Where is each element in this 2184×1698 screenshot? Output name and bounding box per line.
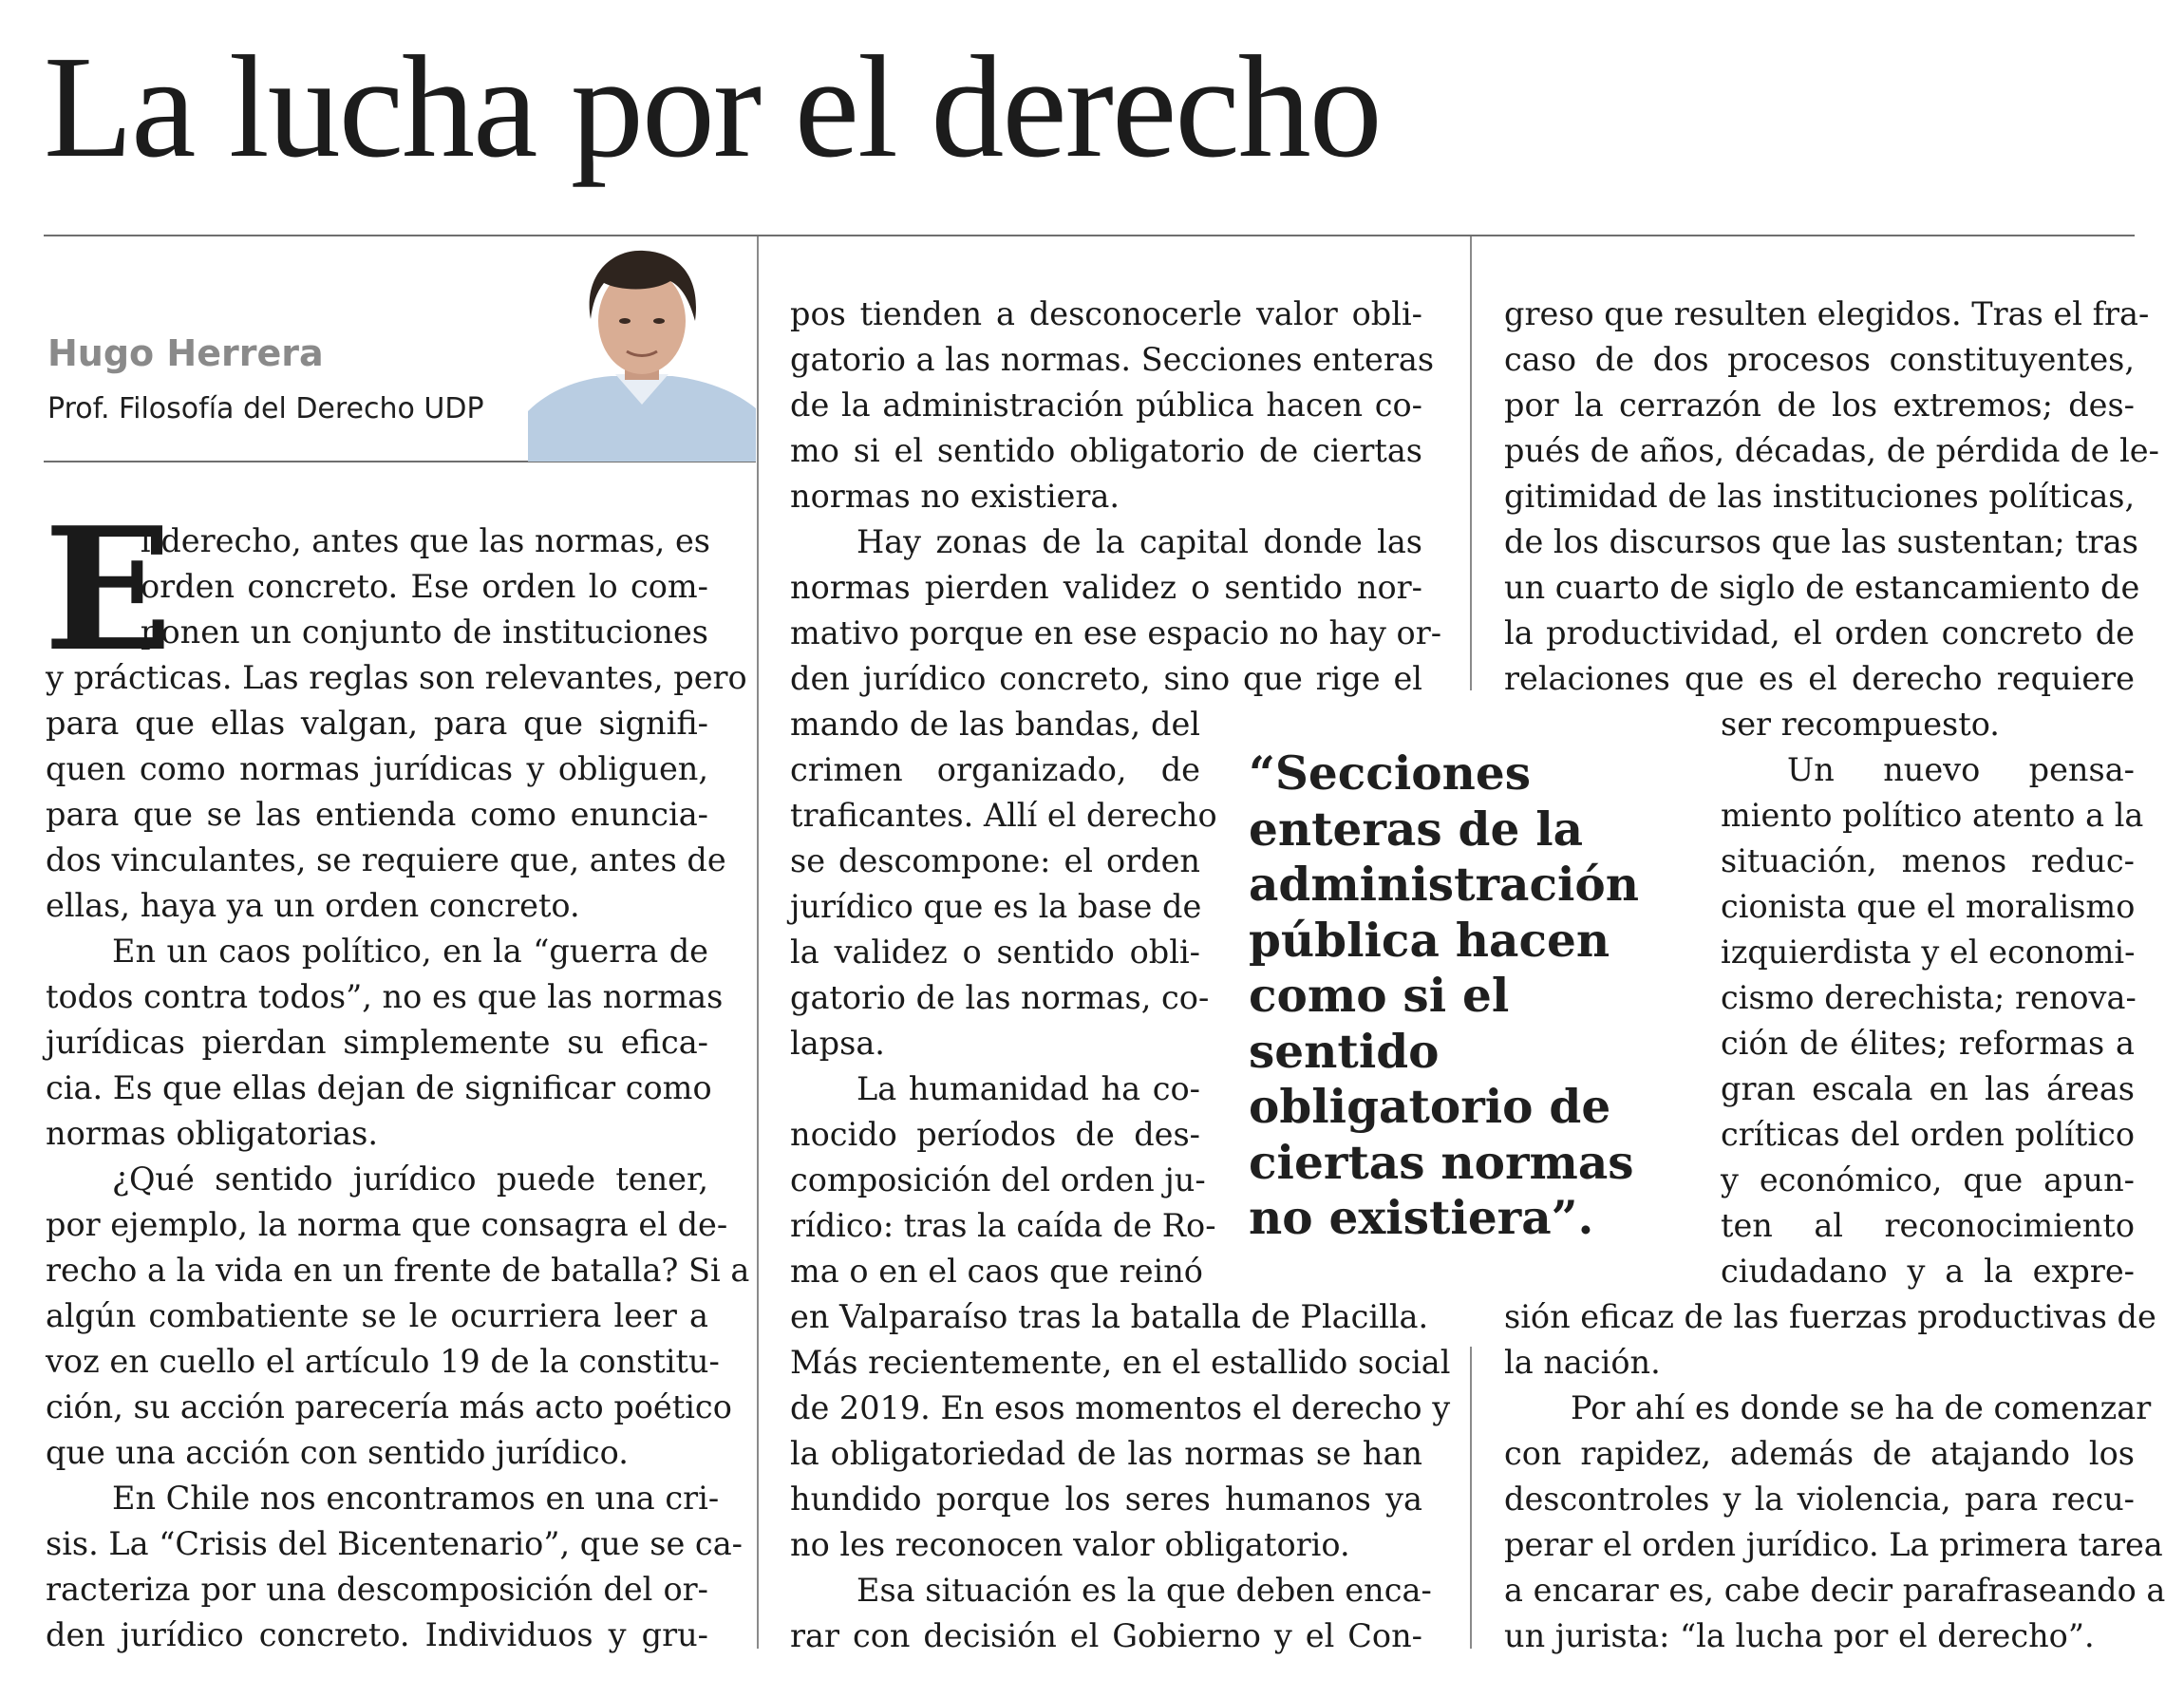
text-line: un cuarto de siglo de estancamiento de xyxy=(1504,569,2140,606)
text-line: nocido períodos de des- xyxy=(790,1116,1200,1153)
column-2-top xyxy=(790,292,1442,702)
column-3-bottom xyxy=(1504,1294,2166,1659)
text-line: que una acción con sentido jurídico. xyxy=(46,1434,629,1471)
text-line: pos tienden a desconocerle valor obli- xyxy=(790,295,1422,332)
text-line: normas pierden validez o sentido nor- xyxy=(790,569,1422,606)
text-line: Esa situación es la que deben enca- xyxy=(857,1572,1432,1609)
column-1-dropcap-lines xyxy=(141,519,708,655)
text-line: situación, menos reduc- xyxy=(1721,842,2135,879)
column-divider-2-lower xyxy=(1470,1347,1472,1649)
text-line: un jurista: “la lucha por el derecho”. xyxy=(1504,1617,2095,1654)
text-line: ma o en el caos que reinó xyxy=(790,1253,1203,1290)
column-divider-1 xyxy=(757,236,759,1649)
drop-cap: E xyxy=(44,490,173,689)
author-title: Prof. Filosofía del Derecho UDP xyxy=(47,392,484,425)
text-line: En un caos político, en la “guerra de xyxy=(112,933,708,970)
pull-quote-line: obligatorio de xyxy=(1249,1080,1611,1134)
text-line: algún combatiente se le ocurriera leer a xyxy=(46,1297,708,1334)
text-line: relaciones que es el derecho requiere xyxy=(1504,660,2135,697)
text-line: ten al reconocimiento xyxy=(1721,1207,2135,1244)
author-photo xyxy=(528,245,756,462)
text-line: den jurídico concreto, sino que rige el xyxy=(790,660,1422,697)
text-line: por ejemplo, la norma que consagra el de- xyxy=(46,1206,728,1243)
column-2-narrow xyxy=(790,702,1217,1294)
text-line: ser recompuesto. xyxy=(1721,706,2000,743)
text-line: ción de élites; reformas a xyxy=(1721,1025,2135,1062)
text-line: cia. Es que ellas dejan de significar como xyxy=(46,1069,712,1106)
text-line: de los discursos que las sustentan; tras xyxy=(1504,523,2138,560)
column-divider-2 xyxy=(1470,236,1472,690)
text-line: para que se las entienda como enuncia- xyxy=(46,796,708,833)
text-line: en Valparaíso tras la batalla de Placilla. xyxy=(790,1298,1429,1335)
text-line: y prácticas. Las reglas son relevantes, pero xyxy=(46,659,747,696)
top-rule xyxy=(44,235,2135,236)
pull-quote xyxy=(1249,746,1639,1247)
pull-quote-line: pública hacen xyxy=(1249,913,1610,968)
text-line: sión eficaz de las fuerzas productivas de xyxy=(1504,1298,2156,1335)
text-line: de la administración pública hacen co- xyxy=(790,387,1422,424)
text-line: La humanidad ha co- xyxy=(857,1070,1200,1107)
text-line: cismo derechista; renova- xyxy=(1721,979,2137,1016)
text-line: gitimidad de las instituciones políticas, xyxy=(1504,478,2136,515)
text-line: la obligatoriedad de las normas se han xyxy=(790,1435,1422,1472)
text-line: ¿Qué sentido jurídico puede tener, xyxy=(112,1160,708,1198)
text-line: la validez o sentido obli- xyxy=(790,934,1200,971)
text-line: voz en cuello el artículo 19 de la constitu- xyxy=(46,1343,720,1380)
text-line: rar con decisión el Gobierno y el Con- xyxy=(790,1617,1422,1654)
text-line: la nación. xyxy=(1504,1344,1661,1381)
text-line: sis. La “Crisis del Bicentenario”, que se ca- xyxy=(46,1525,743,1562)
text-line: a encarar es, cabe decir parafraseando a xyxy=(1504,1572,2166,1609)
text-line: gatorio de las normas, co- xyxy=(790,979,1210,1016)
text-line: hundido porque los seres humanos ya xyxy=(790,1481,1422,1518)
text-line: ellas, haya ya un orden concreto. xyxy=(46,887,580,924)
text-line: recho a la vida en un frente de batalla? Si a xyxy=(46,1252,750,1289)
text-line: miento político atento a la xyxy=(1721,797,2144,834)
column-2-bottom xyxy=(790,1294,1451,1659)
text-line: para que ellas valgan, para que signifi- xyxy=(46,705,708,742)
text-line: crimen organizado, de xyxy=(790,751,1200,788)
text-line: por la cerrazón de los extremos; des- xyxy=(1504,387,2135,424)
text-line: la productividad, el orden concreto de xyxy=(1504,614,2135,651)
text-line: ción, su acción parecería más acto poético xyxy=(46,1388,732,1425)
pull-quote-line: enteras de la xyxy=(1249,802,1584,857)
text-line: mativo porque en ese espacio no hay or- xyxy=(790,614,1442,651)
text-line: Más recientemente, en el estallido social xyxy=(790,1344,1451,1381)
text-line: Un nuevo pensa- xyxy=(1787,751,2135,788)
text-line: se descompone: el orden xyxy=(790,842,1200,879)
text-line: gatorio a las normas. Secciones enteras xyxy=(790,341,1435,378)
text-line: l derecho, antes que las normas, es xyxy=(141,522,710,559)
headline: La lucha por el derecho xyxy=(44,27,1381,188)
pull-quote-line: sentido xyxy=(1249,1024,1440,1079)
text-line: todos contra todos”, no es que las normas xyxy=(46,978,724,1015)
text-line: cionista que el moralismo xyxy=(1721,888,2136,925)
text-line: ciudadano y a la expre- xyxy=(1721,1253,2135,1290)
column-3-narrow xyxy=(1721,702,2144,1294)
text-line: y económico, que apun- xyxy=(1721,1161,2135,1198)
text-line: caso de dos procesos constituyentes, xyxy=(1504,341,2135,378)
text-line: críticas del orden político xyxy=(1721,1116,2135,1153)
text-line: En Chile nos encontramos en una cri- xyxy=(112,1480,720,1517)
text-line: perar el orden jurídico. La primera tarea xyxy=(1504,1526,2163,1563)
column-1-body xyxy=(46,655,750,1658)
text-line: jurídico que es la base de xyxy=(790,888,1202,925)
text-line: normas obligatorias. xyxy=(46,1115,378,1152)
text-line: greso que resulten elegidos. Tras el fra- xyxy=(1504,295,2150,332)
text-line: racteriza por una descomposición del or- xyxy=(46,1571,708,1608)
text-line: Por ahí es donde se ha de comenzar xyxy=(1571,1389,2152,1426)
text-line: de 2019. En esos momentos el derecho y xyxy=(790,1389,1451,1426)
text-line: mo si el sentido obligatorio de ciertas xyxy=(790,432,1422,469)
text-line: con rapidez, además de atajando los xyxy=(1504,1435,2135,1472)
text-line: composición del orden ju- xyxy=(790,1161,1206,1198)
text-line: mando de las bandas, del xyxy=(790,706,1200,743)
text-line: jurídicas pierdan simplemente su efica- xyxy=(46,1024,708,1061)
text-line: Hay zonas de la capital donde las xyxy=(857,523,1422,560)
text-line: rídico: tras la caída de Ro- xyxy=(790,1207,1216,1244)
text-line: ponen un conjunto de instituciones xyxy=(141,613,708,651)
text-line: lapsa. xyxy=(790,1025,885,1062)
pull-quote-line: administración xyxy=(1249,858,1640,912)
text-line: pués de años, décadas, de pérdida de le- xyxy=(1504,432,2159,469)
text-line: gran escala en las áreas xyxy=(1721,1070,2135,1107)
text-line: traficantes. Allí el derecho xyxy=(790,797,1217,834)
text-line: descontroles y la violencia, para recu- xyxy=(1504,1481,2135,1518)
text-line: izquierdista y el economi- xyxy=(1721,934,2136,971)
text-line: orden concreto. Ese orden lo com- xyxy=(141,568,708,605)
text-line: den jurídico concreto. Individuos y gru- xyxy=(46,1616,708,1653)
pull-quote-line: “Secciones xyxy=(1249,746,1532,801)
text-line: quen como normas jurídicas y obliguen, xyxy=(46,750,708,787)
text-line: no les reconocen valor obligatorio. xyxy=(790,1526,1350,1563)
author-name: Hugo Herrera xyxy=(47,332,324,374)
pull-quote-line: no existiera”. xyxy=(1249,1191,1594,1245)
text-line: dos vinculantes, se requiere que, antes de xyxy=(46,841,726,878)
text-line: normas no existiera. xyxy=(790,478,1120,515)
pull-quote-line: como si el xyxy=(1249,969,1510,1023)
column-3-top xyxy=(1504,292,2159,702)
pull-quote-line: ciertas normas xyxy=(1249,1135,1634,1190)
